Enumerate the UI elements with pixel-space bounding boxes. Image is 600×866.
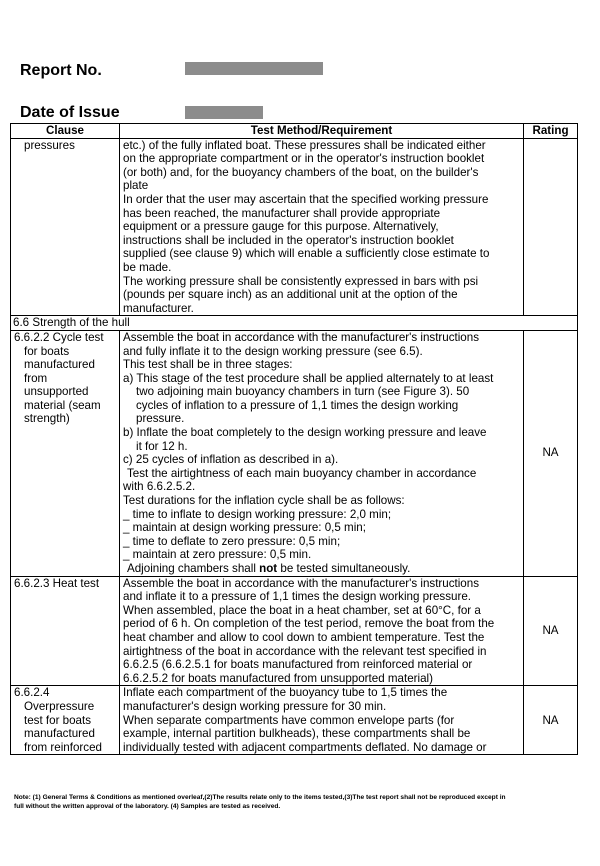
table-row: [11, 138, 578, 316]
clause-cell: 6.6.2.4 Overpressure test for boats manufactured from reinforced: [11, 686, 120, 755]
table-header-row: [11, 124, 578, 139]
test-method-table: [10, 123, 578, 755]
table-row: [11, 576, 578, 686]
date-of-issue-redaction: [185, 106, 263, 119]
clause-header: Clause: [11, 124, 120, 139]
method-header: Test Method/Requirement: [120, 124, 524, 139]
clause-cell: pressures: [11, 138, 120, 316]
section-strength-title: 6.6 Strength of the hull: [11, 316, 578, 331]
section-row: [11, 316, 578, 331]
method-cell: Assemble the boat in accordance with the manufacturer's instructions and inflate it to a pressure of 1,1 times the design working pressure. When assembled, place the boat in a heat chamber, set at 60°C, for a period of 6 h. On completion of the test period, remove the boat from the heat chamber and allow to cool down to ambient temperature. Test the airtightness of the boat in accordance with the relevant test specified in 6.6.2.5 (6.6.2.5.1 for boats manufactured from reinforced material or 6.6.2.5.2 for boats manufactured from unsupported material): [120, 576, 524, 686]
footer-note-line: Note: (1) General Terms & Conditions as mentioned overleaf,(2)The results relate only to the items tested,(3)The test report shall not be reproduced except in: [14, 794, 506, 801]
footer-note: [14, 793, 582, 811]
method-cell: Inflate each compartment of the buoyancy tube to 1,5 times the manufacturer's design working pressure for 30 min. When separate compartments have common envelope parts (for example, internal partition bulkheads), these compartments shall be individually tested with adjacent compartments deflated. No damage or: [120, 686, 524, 755]
date-of-issue-label: Date of Issue: [20, 104, 120, 121]
clause-cell: 6.6.2.3 Heat test: [11, 576, 120, 686]
rating-cell: NA: [524, 576, 578, 686]
report-no-label: Report No.: [20, 62, 102, 79]
method-cell: Assemble the boat in accordance with the manufacturer's instructions and fully inflate it to the design working pressure (see 6.5). This test shall be in three stages: a) This stage of the test procedure shall be applied alternately to at least two adjoining main buoyancy chambers in turn (see Figure 3). 50 cycles of inflation to a pressure of 1,1 times the design working pressure. b) Inflate the boat completely to the design working pressure and leave it for 12 h. c) 25 cycles of inflation as described in a). Test the airtightness of each main buoyancy chamber in accordance with 6.6.2.5.2. Test durations for the inflation cycle shall be as follows: _ time to inflate to design working pressure: 2,0 min; _ maintain at design working pressure: 0,5 min; _ time to deflate to zero pressure: 0,5 min; _ maintain at zero pressure: 0,5 min. Adjoining chambers shall not be tested simultaneously.: [120, 330, 524, 576]
rating-cell: NA: [524, 686, 578, 755]
table-row: [11, 330, 578, 576]
rating-cell: NA: [524, 330, 578, 576]
report-no-redaction: [185, 62, 323, 75]
rating-cell: [524, 138, 578, 316]
clause-cell: 6.6.2.2 Cycle test for boats manufactured from unsupported material (seam strength): [11, 330, 120, 576]
method-cell: etc.) of the fully inflated boat. These pressures shall be indicated either on the appropriate compartment or in the operator's instruction booklet (or both) and, for the buoyancy chambers of the boat, on the builder's plate In order that the user may ascertain that the specified working pressure has been reached, the manufacturer shall provide appropriate equipment or a pressure gauge for this purpose. Alternatively, instructions shall be included in the operator's instruction booklet supplied (see clause 9) which will enable a sufficiently close estimate to be made. The working pressure shall be consistently expressed in bars with psi (pounds per square inch) as an additional unit at the option of the manufacturer.: [120, 138, 524, 316]
footer-note-line: full without the written approval of the laboratory. (4) Samples are tested as received.: [14, 803, 281, 810]
table-row: [11, 686, 578, 755]
rating-header: Rating: [524, 124, 578, 139]
